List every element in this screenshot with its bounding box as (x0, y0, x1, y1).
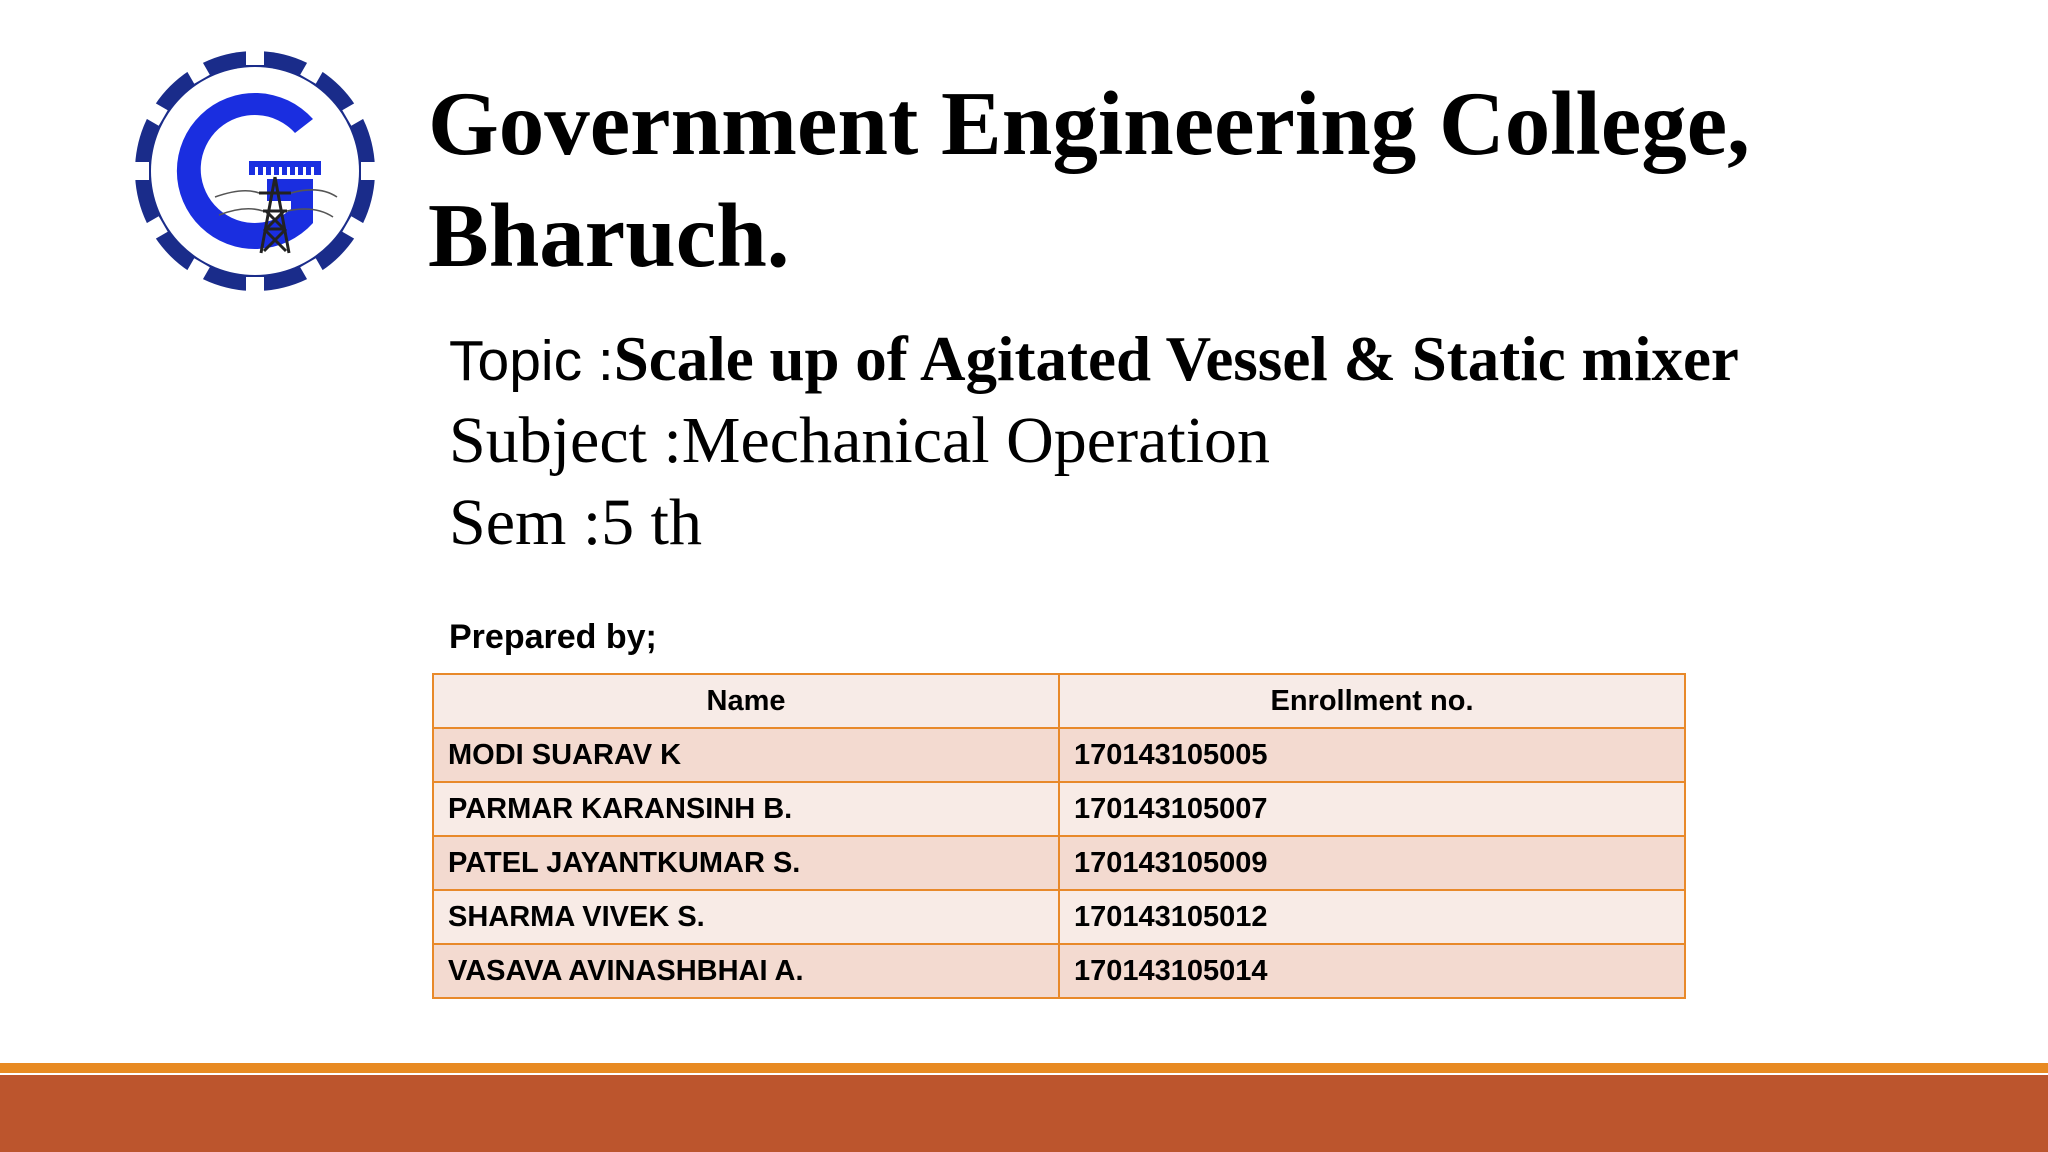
student-name: VASAVA AVINASHBHAI A. (433, 944, 1059, 998)
enrollment-number: 170143105005 (1059, 728, 1685, 782)
enrollment-number: 170143105009 (1059, 836, 1685, 890)
table-row (433, 782, 1685, 836)
presentation-info (449, 318, 2039, 564)
prepared-by-label: Prepared by; (449, 618, 657, 656)
table-row (433, 728, 1685, 782)
student-name: SHARMA VIVEK S. (433, 890, 1059, 944)
college-title-line2: Bharuch. (428, 185, 790, 286)
semester-line: Sem :5 th (449, 486, 703, 559)
table-row (433, 890, 1685, 944)
topic-line (449, 318, 2039, 400)
column-header-enrollment: Enrollment no. (1059, 674, 1685, 728)
student-name: MODI SUARAV K (433, 728, 1059, 782)
table-row (433, 836, 1685, 890)
college-gear-logo-icon (120, 43, 390, 295)
college-title (428, 68, 1988, 292)
column-header-name: Name (433, 674, 1059, 728)
topic-label: Topic : (449, 329, 614, 393)
table-row (433, 944, 1685, 998)
enrollment-number: 170143105007 (1059, 782, 1685, 836)
college-title-line1: Government Engineering College, (428, 73, 1750, 174)
enrollment-number: 170143105014 (1059, 944, 1685, 998)
subject-line: Subject :Mechanical Operation (449, 404, 1271, 477)
footer-accent-stripe (0, 1063, 2048, 1073)
student-name: PATEL JAYANTKUMAR S. (433, 836, 1059, 890)
members-table (432, 673, 1686, 999)
footer-bar (0, 1075, 2048, 1152)
enrollment-number: 170143105012 (1059, 890, 1685, 944)
student-name: PARMAR KARANSINH B. (433, 782, 1059, 836)
topic-value: Scale up of Agitated Vessel & Static mixer (613, 324, 1739, 394)
table-header-row (433, 674, 1685, 728)
